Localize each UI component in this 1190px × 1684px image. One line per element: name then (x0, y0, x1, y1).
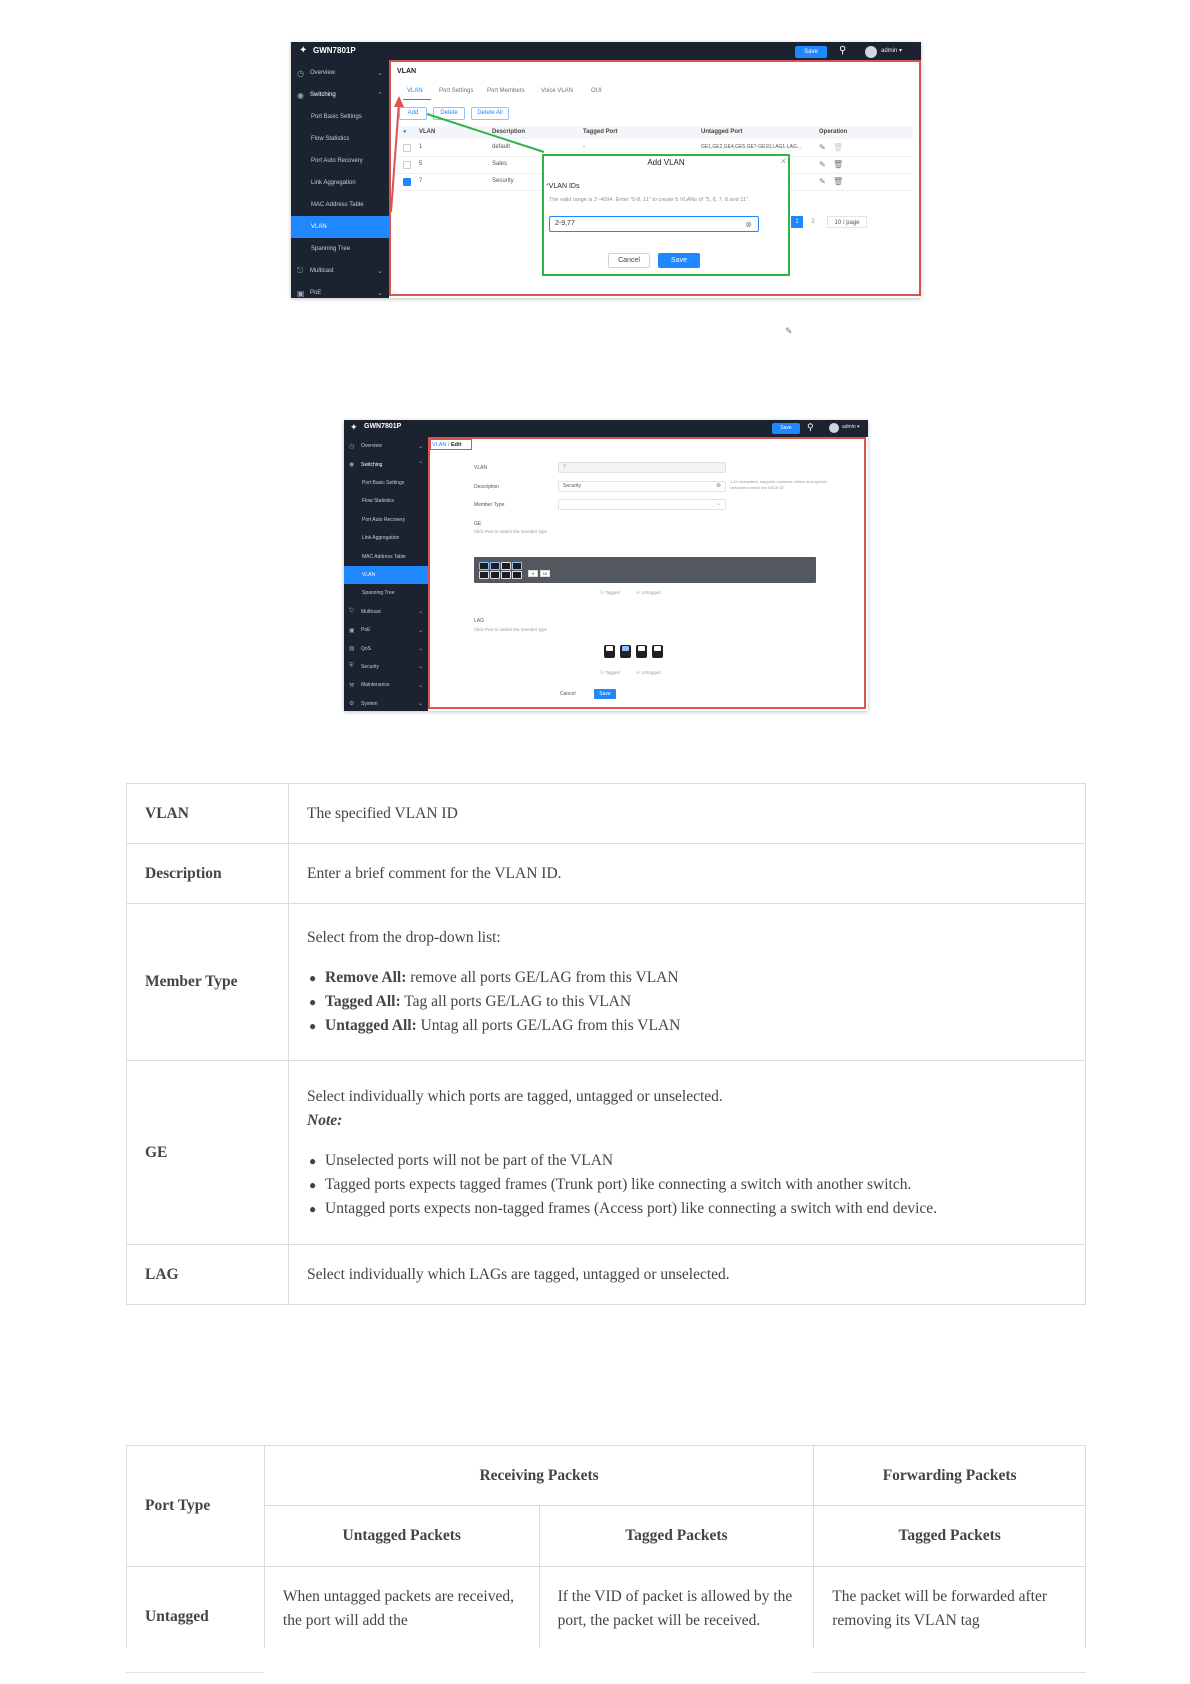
chevron-down-icon: ⌄ (377, 268, 383, 275)
vlan-page (389, 62, 921, 298)
switching-icon: ◉ (297, 90, 304, 100)
sidebar-item-mac-address-table[interactable] (291, 194, 389, 216)
tab-port-members[interactable]: Port Members (487, 88, 525, 94)
list-item: ● Untagged ports expects non-tagged frames (Access port) like connecting a switch with end device. (307, 1197, 1067, 1221)
field-name: LAG (127, 1245, 289, 1305)
field-description: Enter a brief comment for the VLAN ID. (289, 844, 1086, 904)
sidebar-item-label: Flow Statistics (311, 136, 350, 142)
switching-icon: ◉ (349, 462, 355, 469)
port-type-table-viewport (126, 1445, 1086, 1648)
overview-icon: ◷ (297, 68, 304, 78)
port-type-table (126, 1445, 1086, 1648)
col-operation: Operation (819, 129, 848, 135)
sidebar-item-link-aggregation[interactable] (291, 172, 389, 194)
red-arrow-line (391, 102, 399, 212)
sidebar-item-label: VLAN (362, 571, 376, 578)
cell-description: default (492, 144, 511, 150)
poe-icon: ▣ (297, 288, 305, 298)
sidebar-item-vlan[interactable] (291, 216, 389, 238)
sidebar-item-port-auto-recovery[interactable] (291, 150, 389, 172)
sidebar-item-label: Multicast (361, 608, 381, 615)
fwd-tagged-cell: The packet will be forwarded after removing its VLAN tag (814, 1567, 1086, 1649)
page-size-select[interactable]: 10 / page (827, 216, 867, 228)
sidebar-item-poe[interactable] (344, 621, 428, 639)
sidebar-item-maintenance[interactable] (344, 676, 428, 694)
field-name: VLAN (127, 784, 289, 844)
sidebar-item-security[interactable] (344, 658, 428, 676)
port-type-header: Port Type (127, 1446, 265, 1567)
sidebar (291, 62, 389, 298)
vlan-ids-value: 2-9,77 (555, 220, 575, 227)
avatar[interactable] (829, 423, 839, 433)
sidebar-item-label: Spanning Tree (311, 246, 351, 252)
tab-oui[interactable]: OUI (591, 88, 602, 94)
poe-icon: ▣ (349, 627, 355, 634)
cell-untagged: GE1,GE2,GE4,GE5,GE7-GE10,LAG1-LAG... (701, 144, 802, 150)
sidebar-item-label: Overview (310, 70, 336, 76)
sidebar-item-label: Security (361, 663, 380, 670)
lag-label: LAG (474, 618, 485, 624)
tagged-packets-forward-header: Tagged Packets (814, 1506, 1086, 1567)
cell-vlan: 5 (419, 161, 423, 167)
tagged-icon: ☉ (600, 670, 605, 675)
legend-label: Untagged (641, 590, 661, 595)
sidebar (344, 437, 428, 711)
sidebar-item-label: Port Auto Recovery (362, 516, 406, 523)
sidebar-item-spanning-tree[interactable] (291, 238, 389, 260)
port-type-cell: Untagged (127, 1567, 265, 1649)
vlan-list-screenshot (291, 42, 921, 298)
field-name: Member Type (127, 904, 289, 1061)
chevron-down-icon: ⌄ (417, 664, 423, 671)
search-icon[interactable]: ⚲ (839, 45, 847, 56)
sidebar-item-label: Flow Statistics (362, 498, 394, 505)
sidebar-item-label: Port Auto Recovery (311, 158, 363, 164)
sidebar-item-label: VLAN (311, 224, 327, 230)
table-row (127, 904, 1086, 1061)
table-row (127, 784, 1086, 844)
bullet-list (307, 1149, 1067, 1221)
sidebar-item-label: System (361, 700, 378, 707)
table-row (127, 844, 1086, 904)
vlan-edit-screenshot (344, 420, 868, 711)
delete-icon: 🗑 (833, 143, 844, 152)
cell-vlan: 1 (419, 144, 423, 150)
col-tagged-port: Tagged Port (583, 129, 618, 135)
overview-icon: ◷ (349, 443, 355, 450)
gear-icon: ⚙ (349, 701, 355, 708)
tab-port-settings[interactable]: Port Settings (439, 88, 474, 94)
sidebar-item-label: MAC Address Table (362, 553, 406, 560)
page-2[interactable]: 2 (811, 219, 815, 225)
untagged-icon: ☉ (636, 670, 641, 675)
sidebar-item-port-basic-settings[interactable] (344, 474, 428, 492)
intro-text: Select from the drop-down list: (307, 929, 501, 946)
save-button[interactable]: Save (594, 689, 616, 699)
legend-label: Tagged (605, 670, 620, 675)
highlight-frame (428, 437, 866, 709)
note-label: Note: (307, 1111, 343, 1129)
tagged-packets-header: Tagged Packets (539, 1506, 814, 1567)
sidebar-item-label: Link Aggregation (311, 180, 356, 186)
sidebar-item-switching[interactable] (291, 84, 389, 106)
vlan-ids-label-text: VLAN IDs (548, 183, 580, 190)
sfp-port[interactable]: 10 (540, 570, 550, 577)
list-item (307, 1014, 1067, 1038)
chevron-down-icon: ⌄ (417, 682, 423, 689)
item-text: Untag all ports GE/LAG from this VLAN (416, 1017, 681, 1034)
select-all-checkbox[interactable]: ● (403, 129, 407, 135)
device-model: GWN7801P (364, 423, 402, 430)
chevron-down-icon: ⌄ (715, 501, 721, 507)
sidebar-item-label: Multicast (310, 268, 334, 274)
sidebar-item-multicast[interactable] (344, 603, 428, 621)
clear-icon[interactable]: ⊗ (715, 483, 721, 489)
col-description: Description (492, 129, 526, 135)
legend-label: Untagged (641, 670, 661, 675)
chevron-up-icon: ⌃ (417, 462, 423, 469)
item-term: Remove All: (325, 969, 407, 986)
delete-icon[interactable]: 🗑 (833, 160, 844, 169)
sidebar-item-label: Port Basic Settings (362, 479, 405, 486)
sidebar-item-label: Maintenance (361, 682, 390, 689)
sidebar-item-qos[interactable] (344, 639, 428, 657)
sidebar-item-port-auto-recovery[interactable] (344, 511, 428, 529)
list-item (307, 990, 1067, 1014)
delete-button[interactable]: Delete (433, 107, 465, 120)
sidebar-item-label: PoE (310, 290, 322, 296)
receiving-packets-header: Receiving Packets (264, 1446, 813, 1506)
table-bottom-fade-right (812, 1672, 1086, 1673)
chevron-down-icon: ⌄ (417, 646, 423, 653)
avatar[interactable] (865, 46, 877, 58)
sidebar-item-label: Switching (310, 92, 336, 98)
add-button[interactable]: Add (399, 107, 427, 120)
cancel-button[interactable]: Cancel (608, 253, 650, 268)
field-description: The specified VLAN ID (289, 784, 1086, 844)
item-term: Tagged All: (325, 993, 401, 1010)
user-menu[interactable]: admin ▾ (842, 424, 860, 430)
chevron-down-icon: ⌄ (417, 627, 423, 634)
top-save-button[interactable]: Save (772, 423, 800, 434)
top-bar (291, 42, 921, 62)
table-row (127, 1245, 1086, 1305)
sfp-port[interactable]: 9 (528, 570, 538, 577)
table-row (127, 1061, 1086, 1245)
delete-icon[interactable]: 🗑 (833, 177, 844, 186)
sidebar-item-spanning-tree[interactable] (344, 584, 428, 602)
page-title: VLAN (397, 68, 417, 75)
chevron-up-icon: ⌃ (377, 92, 383, 99)
user-menu[interactable]: admin ▾ (881, 48, 903, 54)
green-connector-line (427, 114, 544, 152)
sidebar-item-flow-statistics[interactable] (291, 128, 389, 150)
vlan-edit-page (428, 437, 868, 711)
field-description (289, 904, 1086, 1061)
table-bottom-fade-left (126, 1672, 264, 1673)
tagged-icon: ☉ (600, 590, 605, 595)
col-untagged-port: Untagged Port (701, 129, 743, 135)
grandstream-logo-icon: ✦ (299, 45, 308, 56)
tab-vlan[interactable]: VLAN (407, 88, 423, 94)
cell-vlan: 7 (419, 178, 423, 184)
table-header-row (127, 1506, 1086, 1567)
intro-text: Select individually which ports are tagged, untagged or unselected. (307, 1087, 723, 1105)
annotation-arrows (379, 82, 579, 232)
list-item (307, 966, 1067, 990)
field-name: GE (127, 1061, 289, 1245)
dialog-title: Add VLAN (647, 158, 685, 167)
chevron-down-icon: ⌄ (417, 701, 423, 708)
device-model: GWN7801P (313, 46, 356, 55)
tab-voice-vlan[interactable]: Voice VLAN (541, 88, 574, 94)
list-item: ● Tagged ports expects tagged frames (Trunk port) like connecting a switch with another switch. (307, 1173, 1067, 1197)
delete-all-button[interactable]: Delete All (471, 107, 509, 120)
item-text: remove all ports GE/LAG from this VLAN (406, 969, 679, 986)
cell-tagged: - (583, 144, 585, 150)
sidebar-item-label: PoE (361, 627, 371, 634)
cell-description: Sales (492, 161, 508, 167)
edit-icon[interactable]: ✎ (785, 327, 793, 337)
breadcrumb-edit: Edit (450, 442, 462, 448)
qos-icon: ▤ (349, 646, 355, 653)
item-term: Untagged All: (325, 1017, 417, 1034)
clear-icon[interactable]: ⊗ (745, 220, 752, 229)
chevron-down-icon: ⌄ (377, 290, 383, 297)
field-description: Select individually which LAGs are tagged, untagged or unselected. (289, 1245, 1086, 1305)
sidebar-item-switching[interactable] (344, 455, 428, 473)
col-vlan: VLAN (419, 129, 436, 135)
multicast-icon: ⎋ (349, 608, 354, 615)
table-row (127, 1567, 1086, 1649)
vlan-fields-table (126, 783, 1086, 1305)
save-button[interactable]: Save (658, 253, 700, 268)
item-text: Tag all ports GE/LAG to this VLAN (400, 993, 632, 1010)
red-arrow-head (394, 96, 404, 107)
wrench-icon: ⚒ (349, 682, 355, 689)
search-icon[interactable]: ⚲ (807, 422, 814, 432)
ge-hint: Click Port to switch the member type (474, 529, 548, 534)
cell-description: Security (492, 178, 514, 184)
required-marker: * (546, 183, 549, 190)
description-hint: 1-64 characters, supports numbers, letters and special characters which are ASCII 32 (730, 479, 827, 490)
legend-label: Tagged (605, 590, 620, 595)
close-icon[interactable]: × (780, 156, 786, 166)
table-header-row (127, 1446, 1086, 1506)
sidebar-item-vlan[interactable] (344, 566, 428, 584)
member-type-label: Member Type (474, 502, 505, 508)
sidebar-item-label: Link Aggregation (362, 535, 400, 542)
sidebar-item-label: Spanning Tree (362, 590, 395, 597)
sidebar-item-multicast[interactable] (291, 260, 389, 282)
lag-hint: Click Port to switch the member type (474, 627, 548, 632)
breadcrumb-vlan[interactable]: VLAN (432, 442, 447, 448)
rx-untagged-cell: When untagged packets are received, the port will add the (264, 1567, 539, 1649)
sidebar-item-system[interactable] (344, 695, 428, 711)
sidebar-item-port-basic-settings[interactable] (291, 106, 389, 128)
sidebar-item-label: Switching (361, 461, 383, 468)
sidebar-item-link-aggregation[interactable] (344, 529, 428, 547)
edit-icon[interactable]: ✎ (819, 160, 826, 169)
sidebar-item-label: MAC Address Table (311, 202, 364, 208)
chevron-down-icon: ⌄ (377, 70, 383, 77)
list-item: ● Unselected ports will not be part of the VLAN (307, 1149, 1067, 1173)
sidebar-item-mac-address-table[interactable] (344, 547, 428, 565)
ge-label: GE (474, 521, 482, 527)
field-description (289, 1061, 1086, 1245)
chevron-down-icon: ⌄ (417, 443, 423, 450)
untagged-packets-header: Untagged Packets (264, 1506, 539, 1567)
sidebar-item-overview[interactable] (291, 62, 389, 84)
description-label: Description (474, 484, 500, 490)
top-bar (344, 420, 868, 437)
chevron-down-icon: ⌄ (417, 609, 423, 616)
edit-icon[interactable]: ✎ (819, 177, 826, 186)
top-save-button[interactable]: Save (795, 46, 827, 58)
sidebar-item-label: Port Basic Settings (311, 114, 362, 120)
breadcrumb-separator: / (446, 442, 451, 448)
field-name: Description (127, 844, 289, 904)
sidebar-item-poe[interactable] (291, 282, 389, 298)
forwarding-packets-header: Forwarding Packets (814, 1446, 1086, 1506)
rx-tagged-cell: If the VID of packet is allowed by the port, the packet will be received. (539, 1567, 814, 1649)
vlan-label: VLAN (474, 465, 488, 471)
multicast-icon: ⎋ (297, 266, 304, 275)
grandstream-logo-icon: ✦ (350, 422, 358, 432)
cancel-button[interactable]: Cancel (560, 691, 576, 697)
sidebar-item-overview[interactable] (344, 437, 428, 455)
description-value: Security (563, 483, 582, 489)
sidebar-item-label: QoS (361, 645, 372, 652)
shield-icon: ⛨ (349, 663, 354, 670)
edit-icon[interactable]: ✎ (819, 143, 826, 152)
vlan-field: 7 (558, 462, 726, 473)
sidebar-item-flow-statistics[interactable] (344, 492, 428, 510)
page-1[interactable]: 1 (791, 216, 803, 228)
sidebar-item-label: Overview (361, 443, 382, 450)
untagged-icon: ☉ (636, 590, 641, 595)
vlan-ids-hint: The valid range is 2~4094. Enter "5-8, 11" to create 5 VLANs of "5, 6, 7, 8 and 11". (549, 197, 750, 203)
bullet-list (307, 966, 1067, 1038)
